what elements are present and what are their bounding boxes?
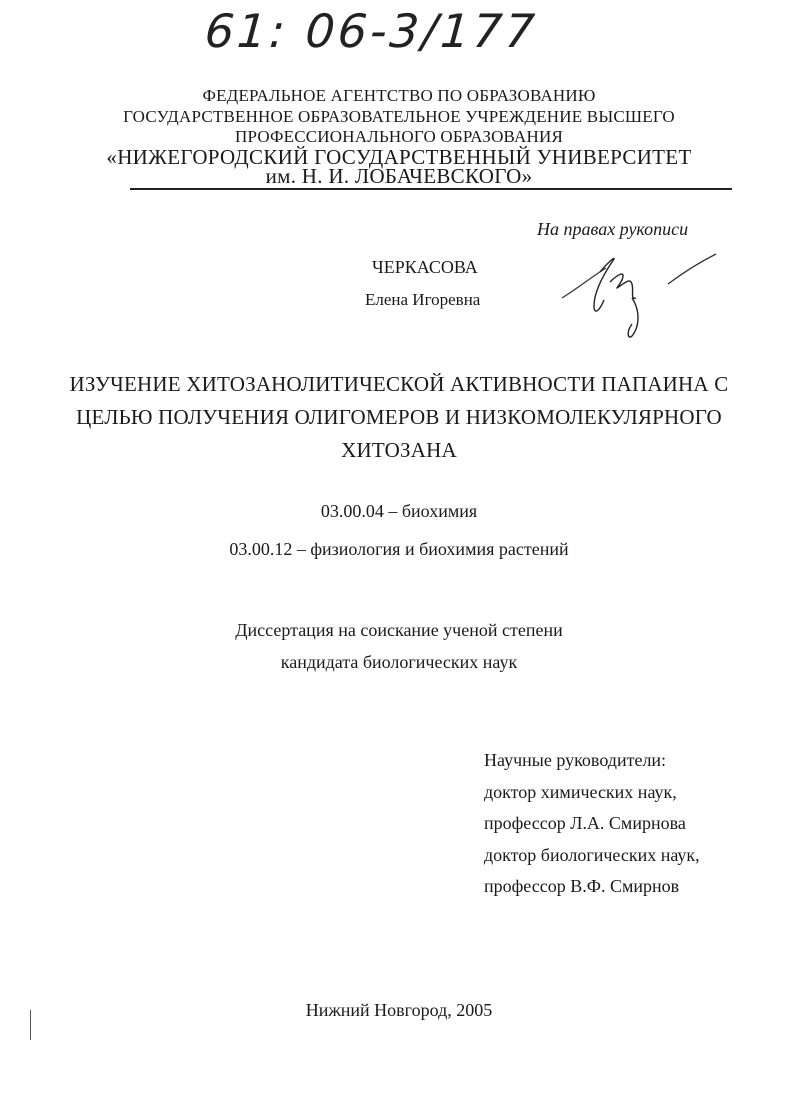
supervisor-1-name: профессор Л.А. Смирнова: [484, 813, 686, 833]
scan-artifact: [30, 1010, 31, 1040]
author-given-names: Елена Игоревна: [365, 290, 481, 309]
institution-line-2: ПРОФЕССИОНАЛЬНОГО ОБРАЗОВАНИЯ: [234, 127, 563, 146]
thesis-title-line-3: ХИТОЗАНА: [341, 438, 457, 462]
thesis-title-line-1: ИЗУЧЕНИЕ ХИТОЗАНОЛИТИЧЕСКОЙ АКТИВНОСТИ ПАПАИНА С: [69, 372, 729, 396]
header-rule: [130, 188, 732, 190]
degree-line-1: Диссертация на соискание ученой степени: [235, 620, 563, 640]
specialty-code-2: 03.00.12 – физиология и биохимия растений: [229, 539, 569, 559]
signature-icon: [560, 240, 730, 350]
supervisor-2-degree: доктор биологических наук,: [484, 844, 700, 865]
author-surname: ЧЕРКАСОВА: [372, 257, 478, 277]
university-name-line-2: им. Н. И. ЛОБАЧЕВСКОГО»: [265, 164, 533, 188]
archive-code-handwritten: 61: 06-3/177: [203, 4, 540, 58]
supervisor-2-name: профессор В.Ф. Смирнов: [484, 876, 680, 896]
university-name-line-1: «НИЖЕГОРОДСКИЙ ГОСУДАРСТВЕННЫЙ УНИВЕРСИТЕТ: [106, 145, 692, 169]
institution-line-1: ГОСУДАРСТВЕННОЕ ОБРАЗОВАТЕЛЬНОЕ УЧРЕЖДЕНИЕ ВЫСШЕГО: [123, 107, 675, 126]
supervisors-heading: Научные руководители:: [484, 750, 667, 770]
manuscript-note: На правах рукописи: [537, 219, 689, 239]
thesis-title-line-2: ЦЕЛЬЮ ПОЛУЧЕНИЯ ОЛИГОМЕРОВ И НИЗКОМОЛЕКУЛЯРНОГО: [76, 405, 722, 429]
place-and-year: Нижний Новгород, 2005: [305, 1000, 493, 1020]
degree-line-2: кандидата биологических наук: [280, 652, 518, 672]
supervisors-block: [484, 745, 700, 903]
supervisor-1-degree: доктор химических наук,: [484, 781, 677, 802]
agency-name: ФЕДЕРАЛЬНОЕ АГЕНТСТВО ПО ОБРАЗОВАНИЮ: [202, 86, 596, 105]
specialty-code-1: 03.00.04 – биохимия: [320, 501, 478, 521]
